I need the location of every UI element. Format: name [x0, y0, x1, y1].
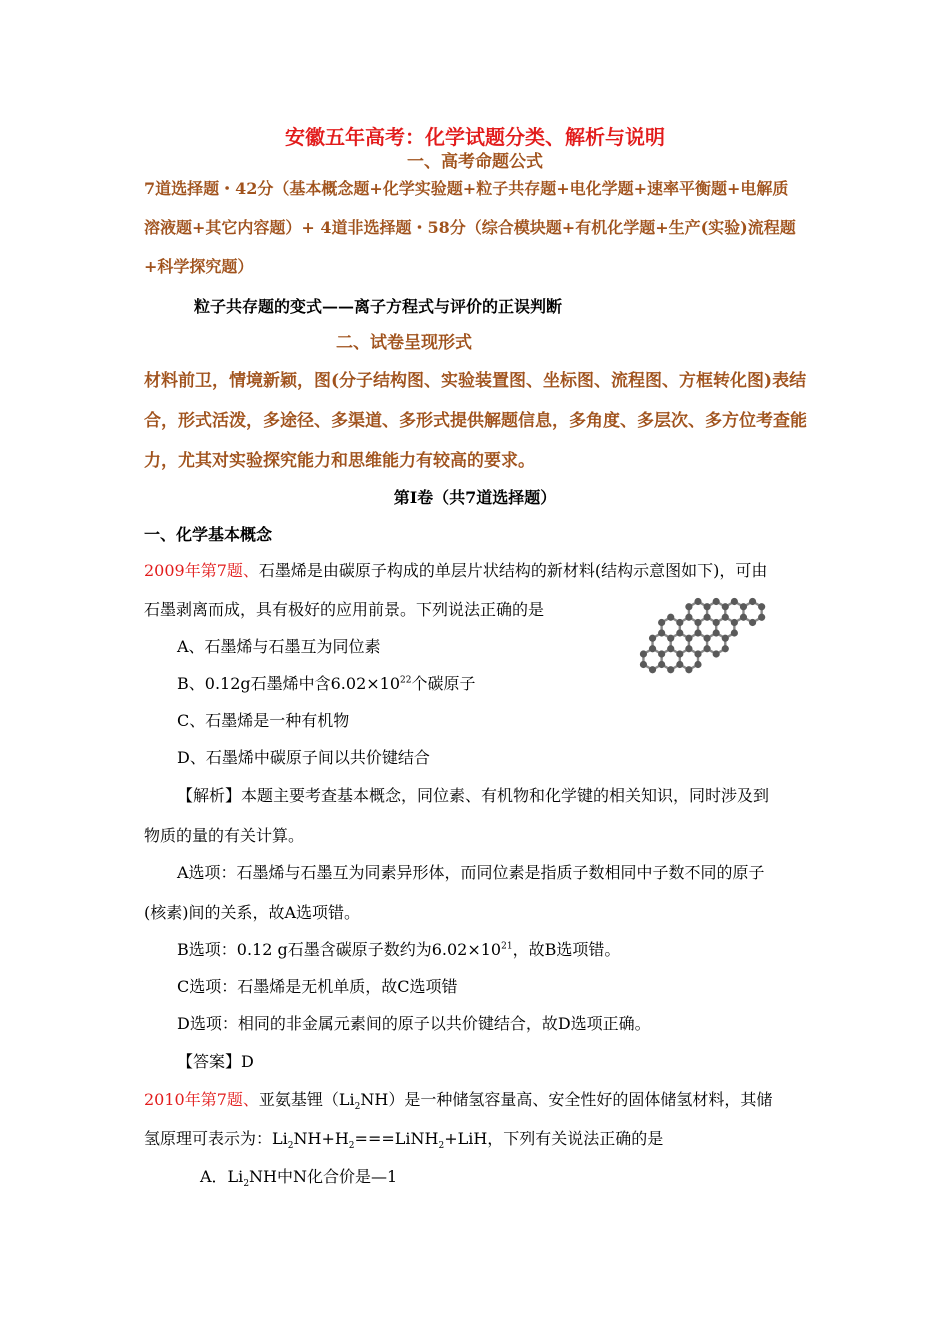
q2010-subscript: 2: [438, 1141, 445, 1152]
carbon-atom: [703, 603, 710, 610]
carbon-atom: [694, 629, 701, 636]
q2010-stem-line-1: [144, 1089, 772, 1111]
carbon-atom: [749, 619, 756, 626]
page-title: 安徽五年高考：化学试题分类、解析与说明: [285, 125, 665, 149]
carbon-atom: [676, 650, 683, 657]
carbon-atom: [685, 635, 692, 642]
carbon-atom: [749, 598, 756, 605]
carbon-atom: [740, 614, 747, 621]
section2-line-1: 材料前卫，情境新颖，图(分子结构图、实验装置图、坐标图、流程图、方框转化图)表结: [144, 371, 807, 391]
carbon-atom: [731, 598, 738, 605]
section1-line-3: +科学探究题）: [144, 257, 254, 276]
q2010-option-a-text: A．Li: [200, 1167, 244, 1186]
q2009-option-b-exponent: 22: [400, 675, 412, 686]
q2010-subscript: 2: [287, 1141, 294, 1152]
q2009-explain-a-line-2: (核素)间的关系，故A选项错。: [144, 903, 361, 922]
q2010-subscript: 2: [354, 1102, 361, 1113]
q2009-explain-d: D选项：相同的非金属元素间的原子以共价键结合，故D选项正确。: [177, 1014, 651, 1033]
carbon-atom: [685, 645, 692, 652]
carbon-atom: [703, 614, 710, 621]
q2009-stem-text: 石墨烯是由碳原子构成的单层片状结构的新材料(结构示意图如下)，可由: [258, 561, 768, 580]
section2-line-3: 力，尤其对实验探究能力和思维能力有较高的要求。: [144, 451, 535, 471]
q2009-stem-line-2: 石墨剥离而成，具有极好的应用前景。下列说法正确的是: [144, 600, 545, 619]
carbon-atom: [722, 635, 729, 642]
q2010-equation-part-1: 氢原理可表示为：Li: [144, 1129, 288, 1148]
part1-heading: 一、化学基本概念: [144, 525, 273, 544]
q2009-answer: 【答案】D: [177, 1052, 254, 1071]
q2010-equation-part-3: ===LiNH: [354, 1129, 439, 1148]
carbon-atom: [676, 661, 683, 668]
q2010-option-a-text-2: NH中N化合价是—1: [249, 1167, 398, 1186]
q2009-option-b-text: B、0.12g石墨烯中含6.02×10: [177, 674, 401, 693]
q2010-equation-part-2: NH+H: [293, 1129, 349, 1148]
q2010-option-a: [200, 1166, 397, 1188]
carbon-atom: [667, 666, 674, 673]
q2010-equation-part-4: +LiH，下列有关说法正确的是: [444, 1129, 664, 1148]
q2009-option-a: A、石墨烯与石墨互为同位素: [177, 637, 381, 656]
carbon-atom: [722, 603, 729, 610]
q2009-option-d: D、石墨烯中碳原子间以共价键结合: [177, 748, 430, 767]
carbon-atom: [676, 619, 683, 626]
carbon-atom: [694, 619, 701, 626]
q2010-label: 2010年第7题、: [144, 1090, 259, 1109]
carbon-atom: [713, 629, 720, 636]
q2009-explain-c: C选项：石墨烯是无机单质，故C选项错: [177, 977, 458, 996]
carbon-atom: [640, 661, 647, 668]
q2010-stem-text: 亚氨基锂（Li: [258, 1090, 355, 1109]
q2009-analysis-line-1: 【解析】本题主要考查基本概念，同位素、有机物和化学键的相关知识，同时涉及到: [177, 786, 770, 805]
carbon-atom: [649, 666, 656, 673]
q2009-explain-b-exponent: 21: [501, 941, 513, 952]
carbon-atom: [713, 619, 720, 626]
carbon-atom: [667, 635, 674, 642]
q2009-option-c: C、石墨烯是一种有机物: [177, 711, 350, 730]
carbon-atom: [694, 661, 701, 668]
q2010-stem-line-2: [144, 1128, 663, 1150]
q2009-label: 2009年第7题、: [144, 561, 259, 580]
carbon-atom: [713, 598, 720, 605]
q2009-explain-b-suffix: ，故B选项错。: [512, 940, 621, 959]
q2010-subscript: 2: [243, 1179, 250, 1190]
carbon-atom: [758, 614, 765, 621]
section1-line-1: 7道选择题・42分（基本概念题+化学实验题+粒子共存题+电化学题+速率平衡题+电解质: [144, 179, 789, 198]
carbon-atom: [658, 661, 665, 668]
carbon-atom: [649, 635, 656, 642]
q2009-explain-b-text: B选项：0.12 g石墨含碳原子数约为6.02×10: [177, 940, 502, 959]
carbon-atom: [694, 650, 701, 657]
carbon-atom: [685, 666, 692, 673]
q2009-stem-line-1: [144, 560, 767, 582]
carbon-atom: [703, 645, 710, 652]
volume-heading: 第Ⅰ卷（共7道选择题）: [393, 488, 557, 507]
carbon-atom: [676, 629, 683, 636]
carbon-atom: [694, 598, 701, 605]
section1-heading: 一、高考命题公式: [407, 152, 543, 172]
section1-note: 粒子共存题的变式——离子方程式与评价的正误判断: [194, 297, 563, 316]
carbon-atom: [722, 645, 729, 652]
q2010-stem-text-2: NH）是一种储氢容量高、安全性好的固体储氢材料，其储: [360, 1090, 773, 1109]
carbon-atom: [685, 603, 692, 610]
q2009-explain-b: [177, 939, 620, 961]
carbon-atom: [649, 645, 656, 652]
q2009-explain-a-line-1: A选项：石墨烯与石墨互为同素异形体，而同位素是指质子数相同中子数不同的原子: [177, 863, 765, 882]
q2009-option-b: [177, 673, 476, 695]
carbon-atom: [713, 650, 720, 657]
q2009-analysis-line-2: 物质的量的有关计算。: [144, 826, 305, 845]
carbon-atom: [658, 619, 665, 626]
carbon-atom: [703, 635, 710, 642]
carbon-atom: [658, 629, 665, 636]
carbon-atom: [685, 614, 692, 621]
carbon-atom: [731, 619, 738, 626]
carbon-atom: [722, 614, 729, 621]
carbon-atom: [667, 645, 674, 652]
carbon-atom: [667, 614, 674, 621]
section1-line-2: 溶液题+其它内容题）+ 4道非选择题・58分（综合模块题+有机化学题+生产(实验)流程题: [144, 218, 796, 237]
q2009-option-b-suffix: 个碳原子: [411, 674, 476, 693]
carbon-atom: [731, 629, 738, 636]
carbon-atom: [740, 603, 747, 610]
q2010-subscript: 2: [348, 1141, 355, 1152]
carbon-atom: [758, 603, 765, 610]
graphene-structure-diagram: [626, 592, 766, 692]
section2-line-2: 合，形式活泼，多途径、多渠道、多形式提供解题信息，多角度、多层次、多方位考查能: [144, 411, 807, 431]
section2-heading: 二、试卷呈现形式: [336, 333, 472, 353]
carbon-atom: [640, 650, 647, 657]
carbon-atom: [658, 650, 665, 657]
